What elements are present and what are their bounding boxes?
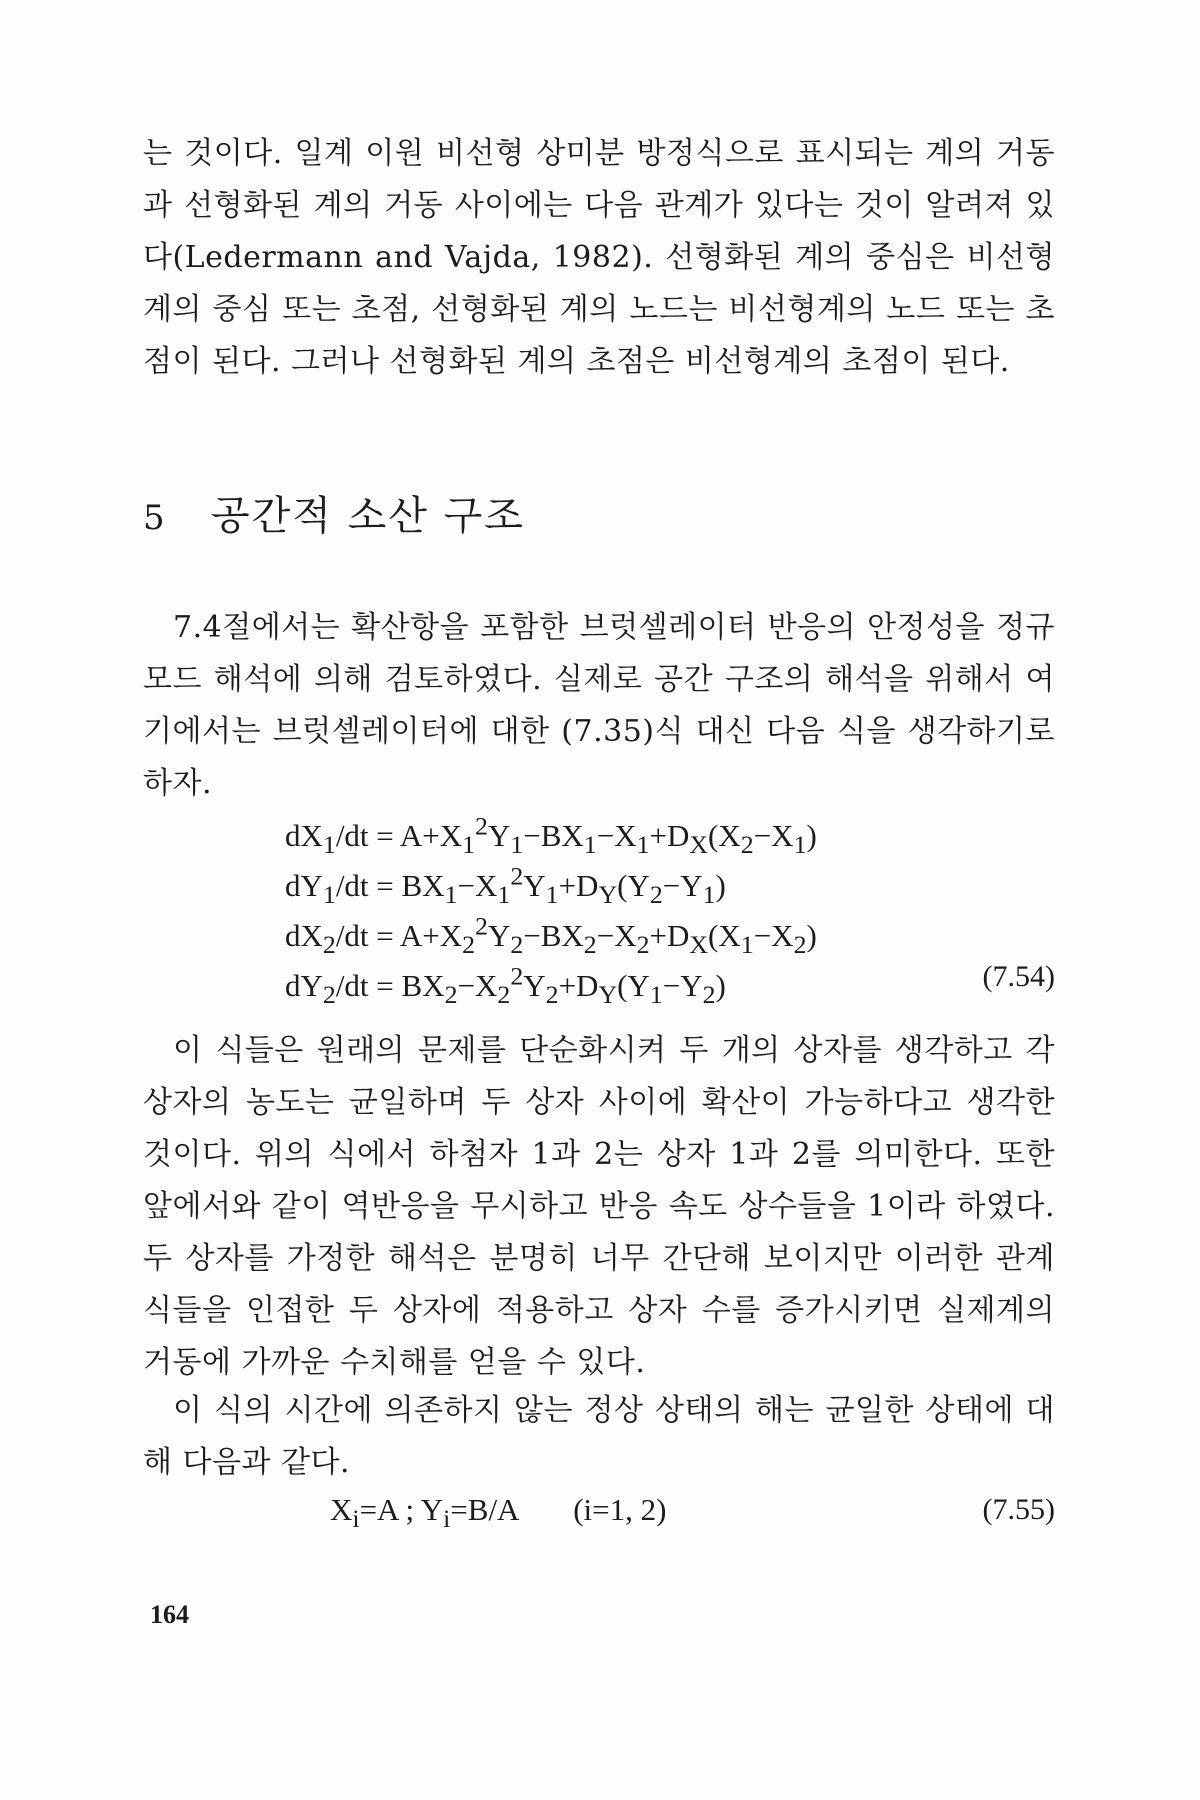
equation-row-3: $dX_2/dt = A+X_2^2Y_2-BX_2-X_2+D_X(X_1-X_2)$ (285, 912, 817, 960)
eq4-rhs: $BX_2-X_2^2Y_2+D_Y(Y_1-Y_2)$ (401, 962, 726, 1010)
eq1-rhs: $A+X_1^2Y_1-BX_1-X_1+D_X(X_2-X_1)$ (399, 812, 817, 860)
section-title: 공간적 소산 구조 (211, 493, 525, 539)
equation-row-4: $dY_2/dt = BX_2-X_2^2Y_2+D_Y(Y_1-Y_2)$ (7.54) (285, 952, 1055, 1002)
paragraph-3 (143, 1025, 1055, 1389)
paragraph-3-text: 이 식들은 원래의 문제를 단순화시켜 두 개의 상자를 생각하고 각 상자의 농도는 균일하며 두 상자 사이에 확산이 가능하다고 생각한 것이다. 위의 식에서 하첨자 1과 2는 상자 1과 2를 의미한다. 또한 앞에서와 같이 역반응을 무시하고 반응 속도 상수들을 1이라 하였다. 두 상자를 가정한 해석은 분명히 너무 간단해 보이지만 이러한 관계식들을 인접한 두 상자에 적용하고 상자 수를 증가시키면 실제계의 거동에 가까운 수치해를 얻을 수 있다. (143, 1033, 1055, 1380)
equation-number-7-55: (7.55) (982, 1493, 1055, 1526)
section-number: 5 (143, 498, 167, 538)
paragraph-1 (143, 128, 1055, 388)
eq2-lhs: $dY_1/dt$ (285, 868, 369, 910)
paragraph-2 (143, 602, 1055, 810)
eq3-rhs: $A+X_2^2Y_2-BX_2-X_2+D_X(X_1-X_2)$ (399, 912, 817, 960)
eq2-rhs: $BX_1-X_1^2Y_1+D_Y(Y_2-Y_1)$ (401, 862, 726, 910)
equation-7-55 (330, 1485, 1055, 1535)
equation-number-7-54: (7.54) (982, 960, 1055, 993)
eq3-lhs: $dX_2/dt$ (285, 918, 369, 960)
paragraph-4 (143, 1385, 1055, 1489)
paragraph-4-text: 이 식의 시간에 의존하지 않는 정상 상태의 해는 균일한 상태에 대해 다음과 같다. (143, 1393, 1055, 1480)
equation-row-2: $dY_1/dt = BX_1-X_1^2Y_1+D_Y(Y_2-Y_1)$ (285, 862, 726, 910)
eq1-lhs: $dX_1/dt$ (285, 818, 369, 860)
section-heading (143, 488, 525, 546)
eq755-body: $X_i=A$ ; $Y_i=B/A$ (330, 1492, 518, 1534)
equation-row-1: $dX_1/dt = A+X_1^2Y_1-BX_1-X_1+D_X(X_2-X_1)$ (285, 812, 817, 860)
eq755-condition: (i=1, 2) (573, 1492, 667, 1527)
page-number: 164 (150, 1600, 189, 1629)
equation-block-7-54 (285, 802, 1055, 1010)
eq4-lhs: $dY_2/dt$ (285, 968, 369, 1010)
paragraph-1-text: 는 것이다. 일계 이원 비선형 상미분 방정식으로 표시되는 계의 거동과 선형화된 계의 거동 사이에는 다음 관계가 있다는 것이 알려져 있다(Ledermann and Vajda, 1982). 선형화된 계의 중심은 비선형계의 중심 또는 초점, 선형화된 계의 노드는 비선형계의 노드 또는 초점이 된다. 그러나 선형화된 계의 초점은 비선형계의 초점이 된다. (143, 136, 1055, 379)
paragraph-2-text: 7.4절에서는 확산항을 포함한 브럿셀레이터 반응의 안정성을 정규모드 해석에 의해 검토하였다. 실제로 공간 구조의 해석을 위해서 여기에서는 브럿셀레이터에 대한 (7.35)식 대신 다음 식을 생각하기로 하자. (143, 610, 1055, 801)
